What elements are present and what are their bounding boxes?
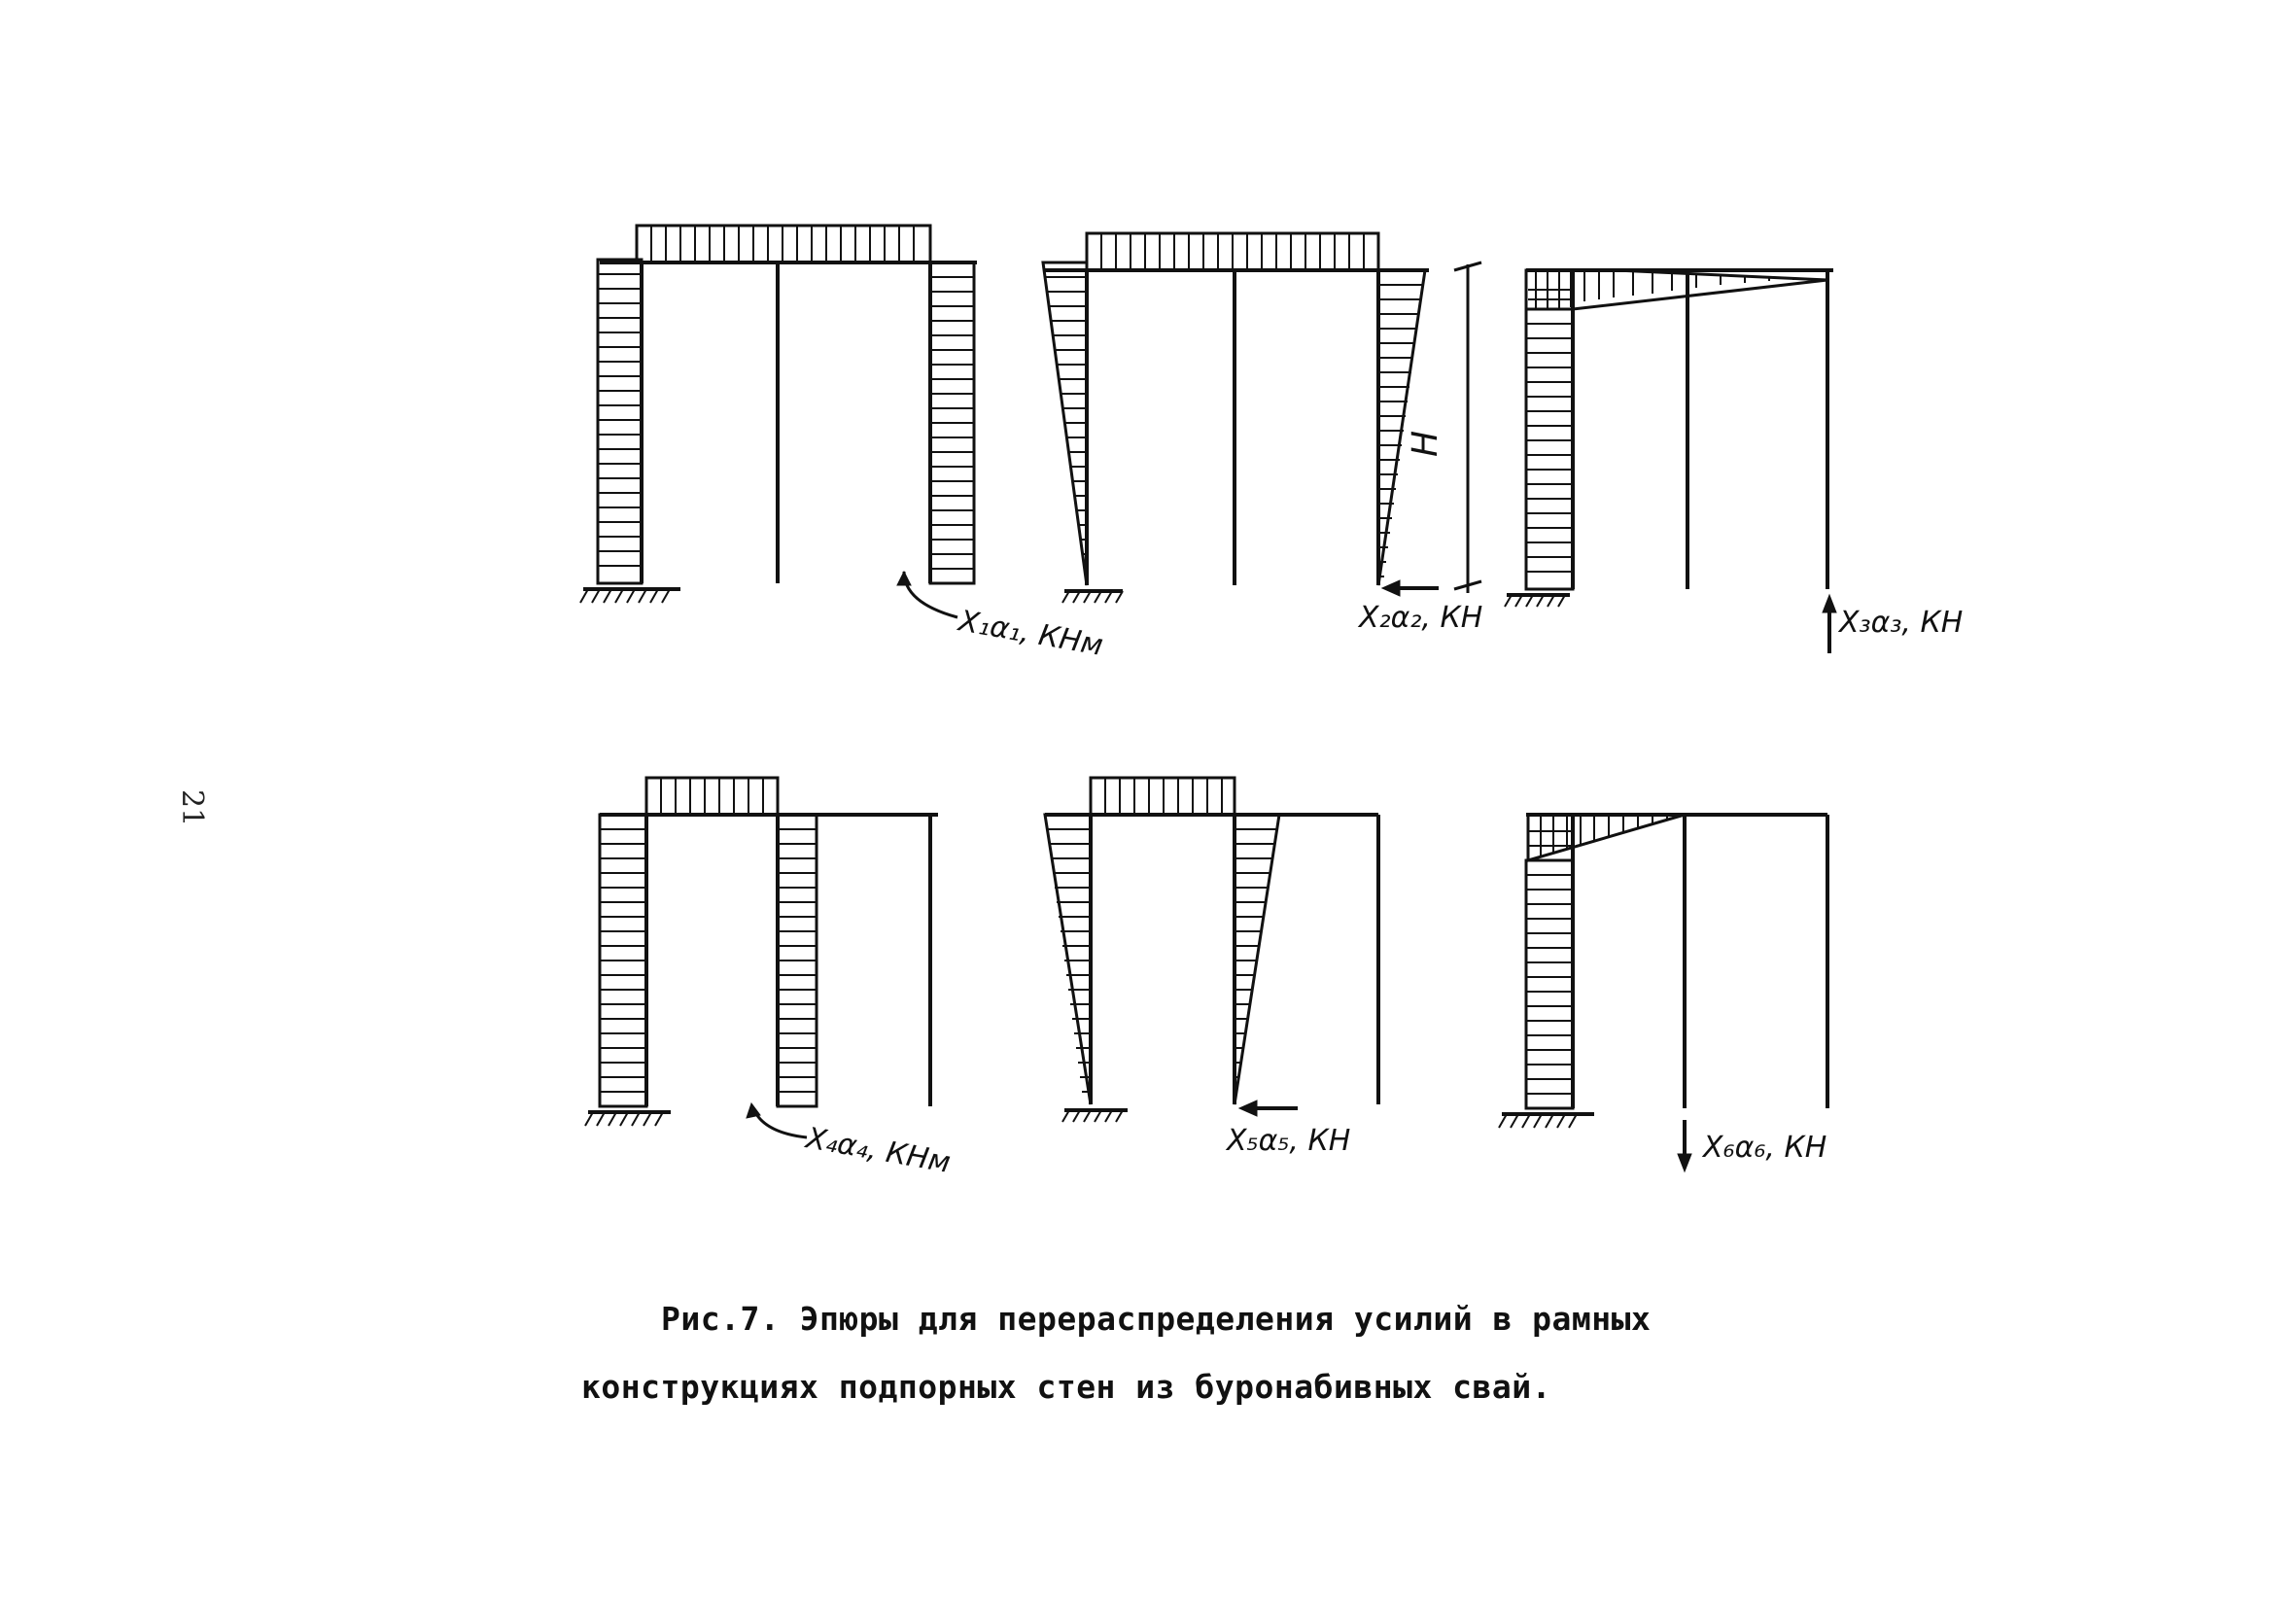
- left-column-diagram: [1526, 309, 1573, 589]
- frame-2-label: X₂α₂, КН: [1359, 601, 1483, 635]
- left-column-diagram: [598, 260, 642, 583]
- moment-arrow: [753, 1108, 807, 1137]
- beam-hatching: [1105, 778, 1222, 815]
- frame-5: [1045, 778, 1378, 1122]
- frame-3-label: X₃α₃, КН: [1839, 606, 1964, 640]
- frame-5-label: X₅α₅, КН: [1227, 1124, 1351, 1158]
- beam-moment-diagram: [1528, 815, 1685, 860]
- support-hatching: [585, 1112, 663, 1126]
- frame-4: [585, 778, 938, 1137]
- middle-column-hatching: [778, 829, 817, 1092]
- beam-grid: [1528, 290, 1573, 299]
- frame-1-label: X₁α₁, КНм: [956, 604, 1106, 663]
- page-number: 21: [175, 789, 209, 827]
- left-column-hatching: [1526, 875, 1573, 1094]
- left-column-hatching: [1045, 277, 1087, 569]
- beam-hatching: [651, 226, 914, 262]
- figure-caption: [581, 1285, 1748, 1421]
- caption-line-2: конструкциях подпорных стен из буронабивных свай.: [581, 1368, 1552, 1406]
- frame-3: [1505, 270, 1836, 653]
- beam-hatching: [661, 778, 763, 815]
- beam-moment-diagram: [646, 778, 778, 815]
- caption-line-1: Рис.7. Эпюры для перераспределения усилий в рамных: [661, 1300, 1652, 1338]
- right-column-diagram: [1378, 270, 1425, 585]
- frame-6: [1499, 815, 1827, 1171]
- support-hatching: [580, 589, 670, 603]
- beam-hatching: [1101, 233, 1364, 270]
- frame-6-label: X₆α₆, КН: [1703, 1131, 1827, 1165]
- support-hatching: [1499, 1114, 1577, 1128]
- frame-1: [580, 226, 977, 617]
- left-column-hatching: [600, 829, 646, 1092]
- frame-2: [1043, 233, 1481, 603]
- left-column-diagram: [1526, 860, 1573, 1108]
- frame-4-label: X₄α₄, КНм: [803, 1121, 954, 1180]
- height-label: H: [1406, 430, 1445, 457]
- left-column-hatching: [1526, 324, 1573, 572]
- left-column-hatching: [598, 274, 642, 566]
- right-column-hatching: [930, 277, 974, 569]
